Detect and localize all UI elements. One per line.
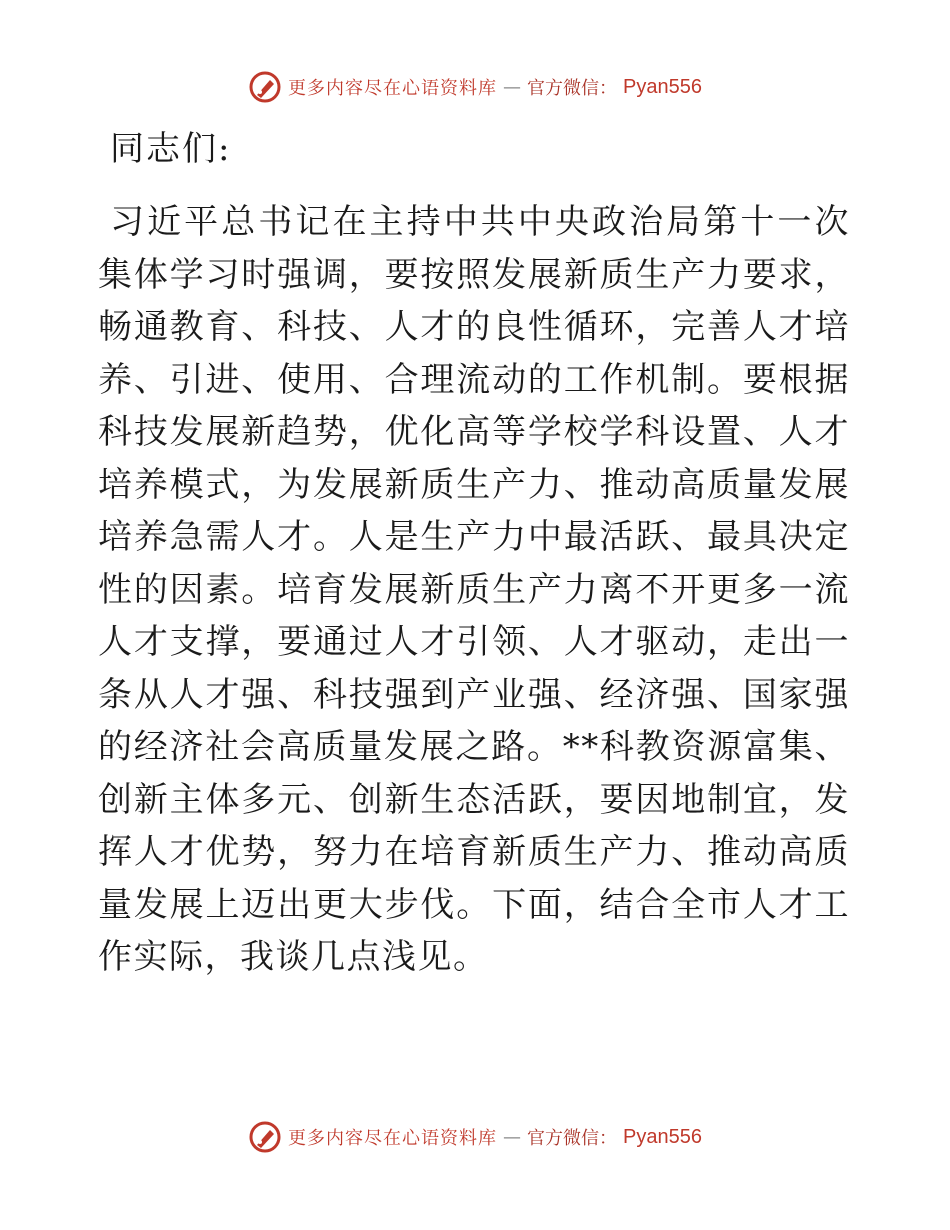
watermark-footer	[0, 1120, 950, 1154]
watermark-wechat-id: Pyan556	[623, 1125, 702, 1148]
watermark-wechat-label: 官方微信：	[527, 78, 618, 99]
watermark-wechat-label: 官方微信：	[527, 1128, 618, 1149]
body-paragraph: 习近平总书记在主持中共中央政治局第十一次集体学习时强调，要按照发展新质生产力要求，畅通教育、科技、人才的良性循环，完善人才培养、引进、使用、合理流动的工作机制。要根据科技发展新趋势，优化高等学校学科设置、人才培养模式，为发展新质生产力、推动高质量发展培养急需人才。人是生产力中最活跃、最具决定性的因素。培育发展新质生产力离不开更多一流人才支撑，要通过人才引领、人才驱动，走出一条从人才强、科技强到产业强、经济强、国家强的经济社会高质量发展之路。**科教资源富集、创新主体多元、创新生态活跃，要因地制宜，发挥人才优势，努力在培育新质生产力、推动高质量发展上迈出更大步伐。下面，结合全市人才工作实际，我谈几点浅见。	[98, 202, 850, 977]
pen-nib-logo-icon	[248, 70, 282, 104]
salutation: 同志们:	[110, 129, 232, 169]
watermark-header	[0, 70, 950, 104]
watermark-text: 更多内容尽在心语资料库	[288, 78, 498, 99]
pen-nib-logo-icon	[248, 1120, 282, 1154]
watermark-wechat-id: Pyan556	[623, 75, 702, 98]
watermark-separator: —	[503, 76, 522, 98]
watermark-text: 更多内容尽在心语资料库	[288, 1128, 498, 1149]
watermark-separator: —	[503, 1126, 522, 1148]
